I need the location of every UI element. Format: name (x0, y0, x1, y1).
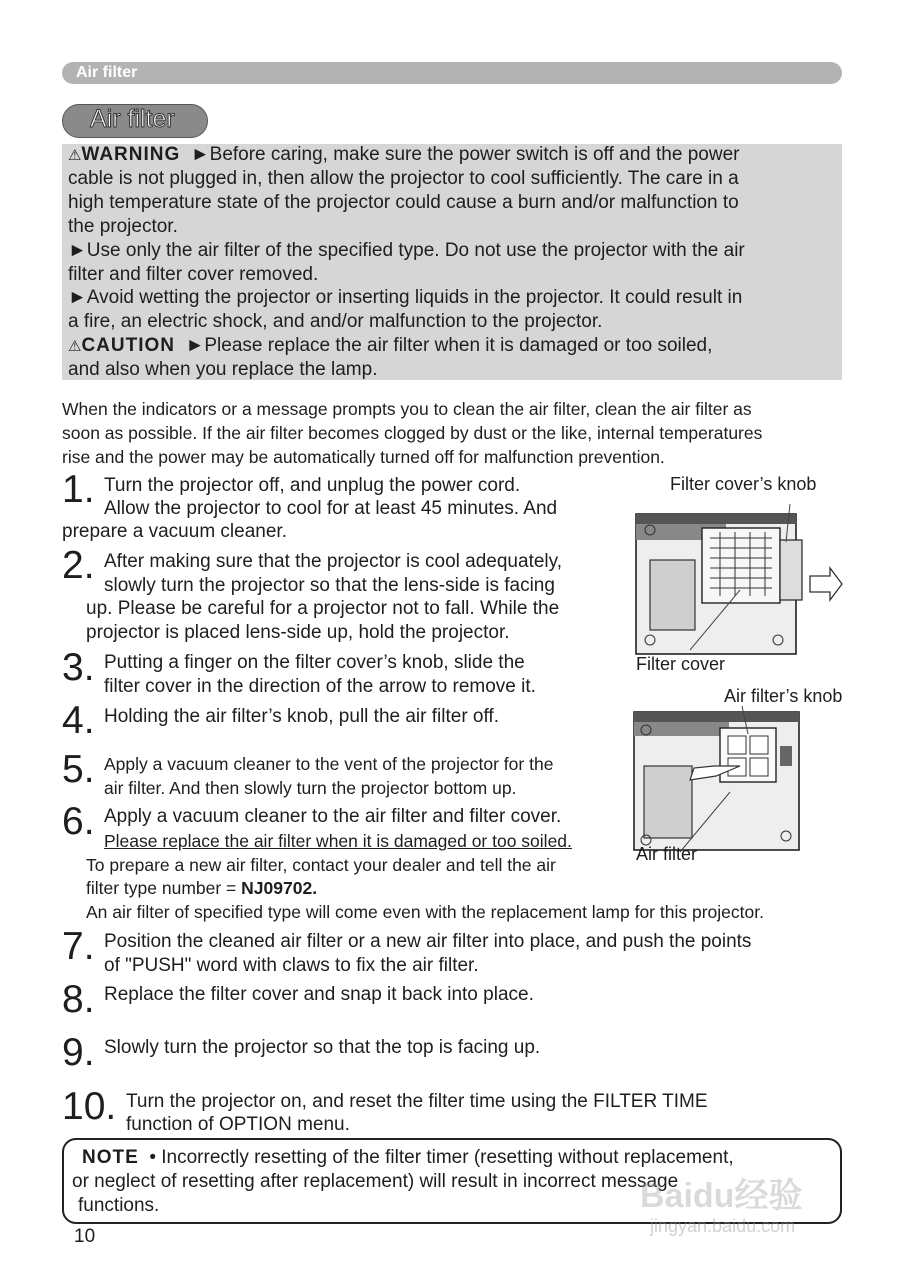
step-number: 5. (62, 748, 95, 791)
figure-caption: Filter cover (636, 654, 726, 674)
step-text: Slowly turn the projector so that the top is facing up. (104, 1037, 541, 1058)
step-number: 6. (62, 800, 95, 843)
caution-text: ►Please replace the air filter when it is damaged or too soiled, (185, 335, 713, 356)
step-text: Putting a finger on the filter cover’s knob, slide the (104, 652, 525, 673)
step-text: air filter. And then slowly turn the projector bottom up. (104, 778, 517, 798)
watermark-url: jingyan.baidu.com (650, 1216, 796, 1236)
intro-line: rise and the power may be automatically turned off for malfunction prevention. (62, 447, 665, 467)
warning-icon: ⚠ (68, 147, 82, 164)
step-text: projector is placed lens-side up, hold the projector. (86, 622, 510, 643)
step-number: 3. (62, 646, 95, 689)
warning-text: ►Before caring, make sure the power switch is off and the power (190, 144, 740, 165)
step-number: 4. (62, 699, 95, 742)
step-number: 8. (62, 978, 95, 1021)
page-header-label: Air filter (76, 64, 138, 81)
figure-caption: Filter cover’s knob (670, 474, 817, 494)
step-number: 1. (62, 468, 95, 511)
step-text: Turn the projector off, and unplug the power cord. (104, 475, 521, 496)
step-text (86, 876, 317, 900)
step-text: An air filter of specified type will come even with the replacement lamp for this projector. (86, 902, 764, 922)
step-text: Apply a vacuum cleaner to the vent of the projector for the (104, 754, 554, 774)
warning-line: ►Avoid wetting the projector or inserting liquids in the projector. It could result in (68, 287, 743, 308)
filter-type-number: NJ09702. (241, 878, 318, 898)
projector-air-filter-figure (630, 706, 805, 856)
warning-line: high temperature state of the projector could cause a burn and/or malfunction to (68, 192, 739, 213)
warning-line: the projector. (68, 216, 178, 237)
note-line: functions. (78, 1195, 160, 1216)
note-text: • Incorrectly resetting of the filter timer (resetting without replacement, (149, 1147, 734, 1168)
step-text: slowly turn the projector so that the lens-side is facing (104, 575, 555, 596)
step-number: 7. (62, 925, 95, 968)
warning-line: a fire, an electric shock, and and/or malfunction to the projector. (68, 311, 603, 332)
step-text: To prepare a new air filter, contact your dealer and tell the air (86, 855, 556, 875)
note-label: NOTE (82, 1147, 139, 1168)
step-text: function of OPTION menu. (126, 1114, 350, 1135)
step-number: 10. (62, 1085, 117, 1128)
warning-line: cable is not plugged in, then allow the projector to cool sufficiently. The care in a (68, 168, 739, 189)
watermark-brand: Baidu经验 (640, 1177, 803, 1215)
step-text: After making sure that the projector is cool adequately, (104, 551, 563, 572)
warning-label: WARNING (81, 144, 181, 165)
figure-caption: Air filter (636, 844, 698, 864)
warning-line (68, 143, 739, 168)
intro-line: soon as possible. If the air filter becomes clogged by dust or the like, internal temperatures (62, 423, 763, 443)
intro-line: When the indicators or a message prompts you to clean the air filter, clean the air filter as (62, 399, 752, 419)
page-header-bar (62, 62, 842, 84)
projector-filter-cover-figure (630, 500, 845, 660)
step-number: 2. (62, 544, 95, 587)
page-number: 10 (74, 1226, 96, 1247)
note-line (82, 1146, 734, 1170)
type-prefix: filter type number = (86, 878, 242, 898)
step-text: Turn the projector on, and reset the filter time using the FILTER TIME (126, 1091, 708, 1112)
step-text: up. Please be careful for a projector not to fall. While the (86, 598, 560, 619)
step-text: Replace the filter cover and snap it back into place. (104, 984, 534, 1005)
caution-icon: ⚠ (68, 338, 82, 355)
step-text: prepare a vacuum cleaner. (62, 521, 287, 542)
caution-label: CAUTION (81, 335, 176, 356)
step-number: 9. (62, 1031, 95, 1074)
note-line: or neglect of resetting after replacement) will result in incorrect message (72, 1171, 679, 1192)
warning-line: filter and filter cover removed. (68, 264, 319, 285)
step-warning-text: Please replace the air filter when it is damaged or too soiled. (104, 831, 572, 851)
step-text: Position the cleaned air filter or a new air filter into place, and push the points (104, 931, 752, 952)
figure-caption: Air filter’s knob (724, 686, 843, 706)
step-text: Apply a vacuum cleaner to the air filter and filter cover. (104, 806, 562, 827)
step-text: filter cover in the direction of the arrow to remove it. (104, 676, 536, 697)
caution-line (68, 334, 712, 359)
section-title: Air filter (90, 105, 175, 133)
step-text: of "PUSH" word with claws to fix the air filter. (104, 955, 479, 976)
warning-line: ►Use only the air filter of the specified type. Do not use the projector with the air (68, 240, 745, 261)
step-text: Allow the projector to cool for at least 45 minutes. And (104, 498, 558, 519)
caution-line: and also when you replace the lamp. (68, 359, 378, 380)
step-text: Holding the air filter’s knob, pull the air filter off. (104, 706, 499, 727)
